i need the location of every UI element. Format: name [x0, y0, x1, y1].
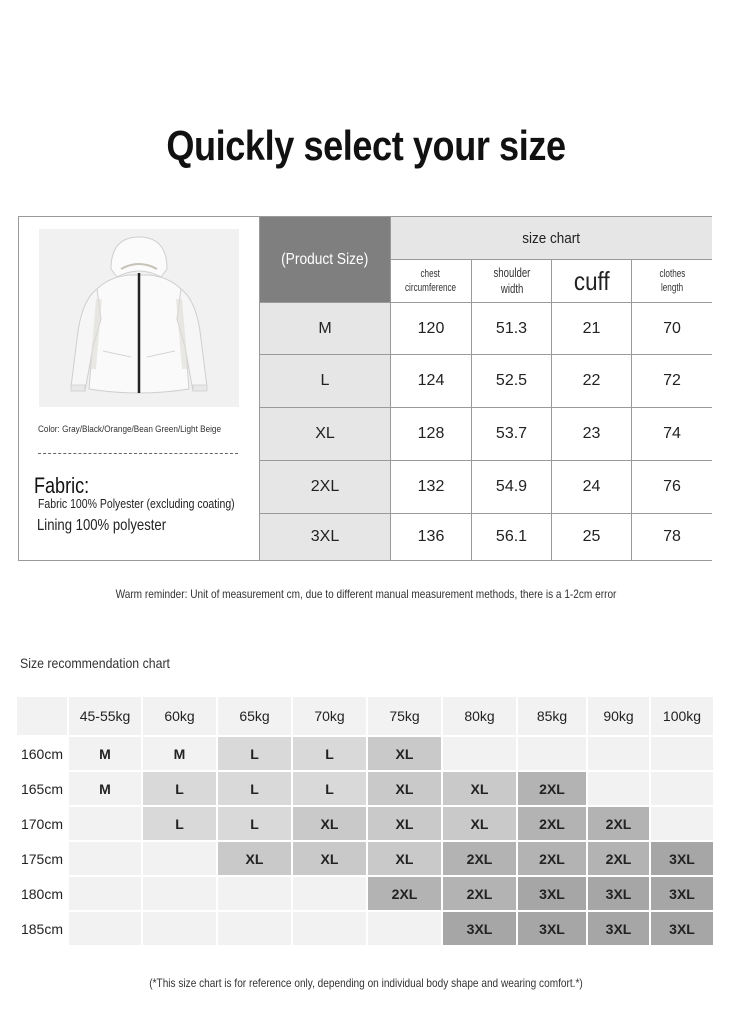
recommended-size-cell: 3XL	[518, 912, 586, 945]
recommended-size-cell: XL	[368, 842, 441, 875]
product-size-header: (Product Size)	[260, 217, 391, 303]
cuff-value: 24	[552, 461, 632, 514]
length-value: 78	[632, 514, 712, 560]
size-label-m: M	[260, 303, 391, 355]
weight-header: 70kg	[293, 697, 366, 735]
shoulder-value: 52.5	[472, 355, 552, 408]
recommended-size-cell: 3XL	[651, 877, 713, 910]
empty-cell	[588, 772, 649, 805]
recommended-size-cell: M	[143, 737, 216, 770]
recommended-size-cell: 2XL	[588, 807, 649, 840]
empty-cell	[69, 912, 141, 945]
recommended-size-cell: XL	[368, 772, 441, 805]
col-head-cuff: cuff	[552, 260, 632, 303]
height-header: 180cm	[17, 877, 67, 910]
recommended-size-cell: 2XL	[588, 842, 649, 875]
fabric-text: Fabric 100% Polyester (excluding coating)	[38, 497, 235, 511]
cuff-value: 21	[552, 303, 632, 355]
empty-cell	[143, 842, 216, 875]
shoulder-value: 53.7	[472, 408, 552, 461]
empty-cell	[651, 807, 713, 840]
weight-header: 85kg	[518, 697, 586, 735]
height-header: 185cm	[17, 912, 67, 945]
empty-cell	[69, 877, 141, 910]
empty-cell	[651, 772, 713, 805]
recommended-size-cell: M	[69, 737, 141, 770]
empty-cell	[69, 842, 141, 875]
recommended-size-cell: L	[293, 772, 366, 805]
recommended-size-cell: 2XL	[443, 877, 516, 910]
recommended-size-cell: L	[218, 807, 291, 840]
page-title: Quickly select your size	[166, 122, 566, 169]
empty-cell	[69, 807, 141, 840]
col-head-length: clothes length	[632, 260, 712, 303]
size-chart-header: size chart	[391, 217, 712, 260]
empty-cell	[518, 737, 586, 770]
recommended-size-cell: 3XL	[651, 842, 713, 875]
recommended-size-cell: L	[218, 772, 291, 805]
length-value: 74	[632, 408, 712, 461]
recommended-size-cell: L	[143, 772, 216, 805]
chest-value: 128	[391, 408, 472, 461]
measurement-reminder: Warm reminder: Unit of measurement cm, due to different manual measurement methods, there is a 1-2cm error	[115, 587, 617, 601]
recommended-size-cell: 2XL	[518, 807, 586, 840]
corner-cell	[17, 697, 67, 735]
recommended-size-cell: L	[143, 807, 216, 840]
height-header: 175cm	[17, 842, 67, 875]
recommended-size-cell: L	[218, 737, 291, 770]
empty-cell	[588, 737, 649, 770]
recommended-size-cell: XL	[443, 807, 516, 840]
recommended-size-cell: M	[69, 772, 141, 805]
empty-cell	[143, 912, 216, 945]
empty-cell	[218, 877, 291, 910]
footnote: (*This size chart is for reference only, depending on individual body shape and wearing comfort.*)	[149, 976, 583, 990]
recommended-size-cell: 2XL	[518, 772, 586, 805]
size-label-3xl: 3XL	[260, 514, 391, 560]
cuff-value: 22	[552, 355, 632, 408]
recommended-size-cell: 2XL	[443, 842, 516, 875]
col-head-chest: chest circumference	[391, 260, 472, 303]
recommended-size-cell: 2XL	[518, 842, 586, 875]
shoulder-value: 54.9	[472, 461, 552, 514]
cuff-value: 25	[552, 514, 632, 560]
length-value: 70	[632, 303, 712, 355]
recommended-size-cell: 2XL	[368, 877, 441, 910]
chest-value: 120	[391, 303, 472, 355]
weight-header: 65kg	[218, 697, 291, 735]
col-head-shoulder: shoulder width	[472, 260, 552, 303]
cuff-value: 23	[552, 408, 632, 461]
weight-header: 60kg	[143, 697, 216, 735]
chest-value: 124	[391, 355, 472, 408]
recommended-size-cell: XL	[218, 842, 291, 875]
recommended-size-cell: 3XL	[588, 877, 649, 910]
recommended-size-cell: 3XL	[651, 912, 713, 945]
recommended-size-cell: XL	[293, 842, 366, 875]
chest-value: 132	[391, 461, 472, 514]
empty-cell	[443, 737, 516, 770]
empty-cell	[651, 737, 713, 770]
empty-cell	[293, 877, 366, 910]
length-value: 76	[632, 461, 712, 514]
size-label-2xl: 2XL	[260, 461, 391, 514]
empty-cell	[143, 877, 216, 910]
size-label-xl: XL	[260, 408, 391, 461]
weight-header: 75kg	[368, 697, 441, 735]
recommended-size-cell: 3XL	[518, 877, 586, 910]
chest-value: 136	[391, 514, 472, 560]
size-label-l: L	[260, 355, 391, 408]
height-header: 160cm	[17, 737, 67, 770]
recommended-size-cell: XL	[368, 737, 441, 770]
color-options-text: Color: Gray/Black/Orange/Bean Green/Light Beige	[38, 424, 222, 435]
recommended-size-cell: XL	[368, 807, 441, 840]
weight-header: 100kg	[651, 697, 713, 735]
recommended-size-cell: L	[293, 737, 366, 770]
length-value: 72	[632, 355, 712, 408]
recommendation-title: Size recommendation chart	[20, 655, 170, 671]
jacket-product-image	[39, 229, 239, 407]
fabric-heading: Fabric:	[34, 473, 90, 498]
height-header: 170cm	[17, 807, 67, 840]
weight-header: 80kg	[443, 697, 516, 735]
weight-header: 90kg	[588, 697, 649, 735]
recommended-size-cell: 3XL	[588, 912, 649, 945]
shoulder-value: 51.3	[472, 303, 552, 355]
empty-cell	[368, 912, 441, 945]
recommended-size-cell: 3XL	[443, 912, 516, 945]
weight-header: 45-55kg	[69, 697, 141, 735]
empty-cell	[218, 912, 291, 945]
recommended-size-cell: XL	[443, 772, 516, 805]
divider	[38, 453, 238, 454]
product-panel	[19, 217, 260, 560]
shoulder-value: 56.1	[472, 514, 552, 560]
height-header: 165cm	[17, 772, 67, 805]
size-chart-table	[18, 216, 712, 561]
recommended-size-cell: XL	[293, 807, 366, 840]
lining-text: Lining 100% polyester	[37, 517, 167, 534]
empty-cell	[293, 912, 366, 945]
